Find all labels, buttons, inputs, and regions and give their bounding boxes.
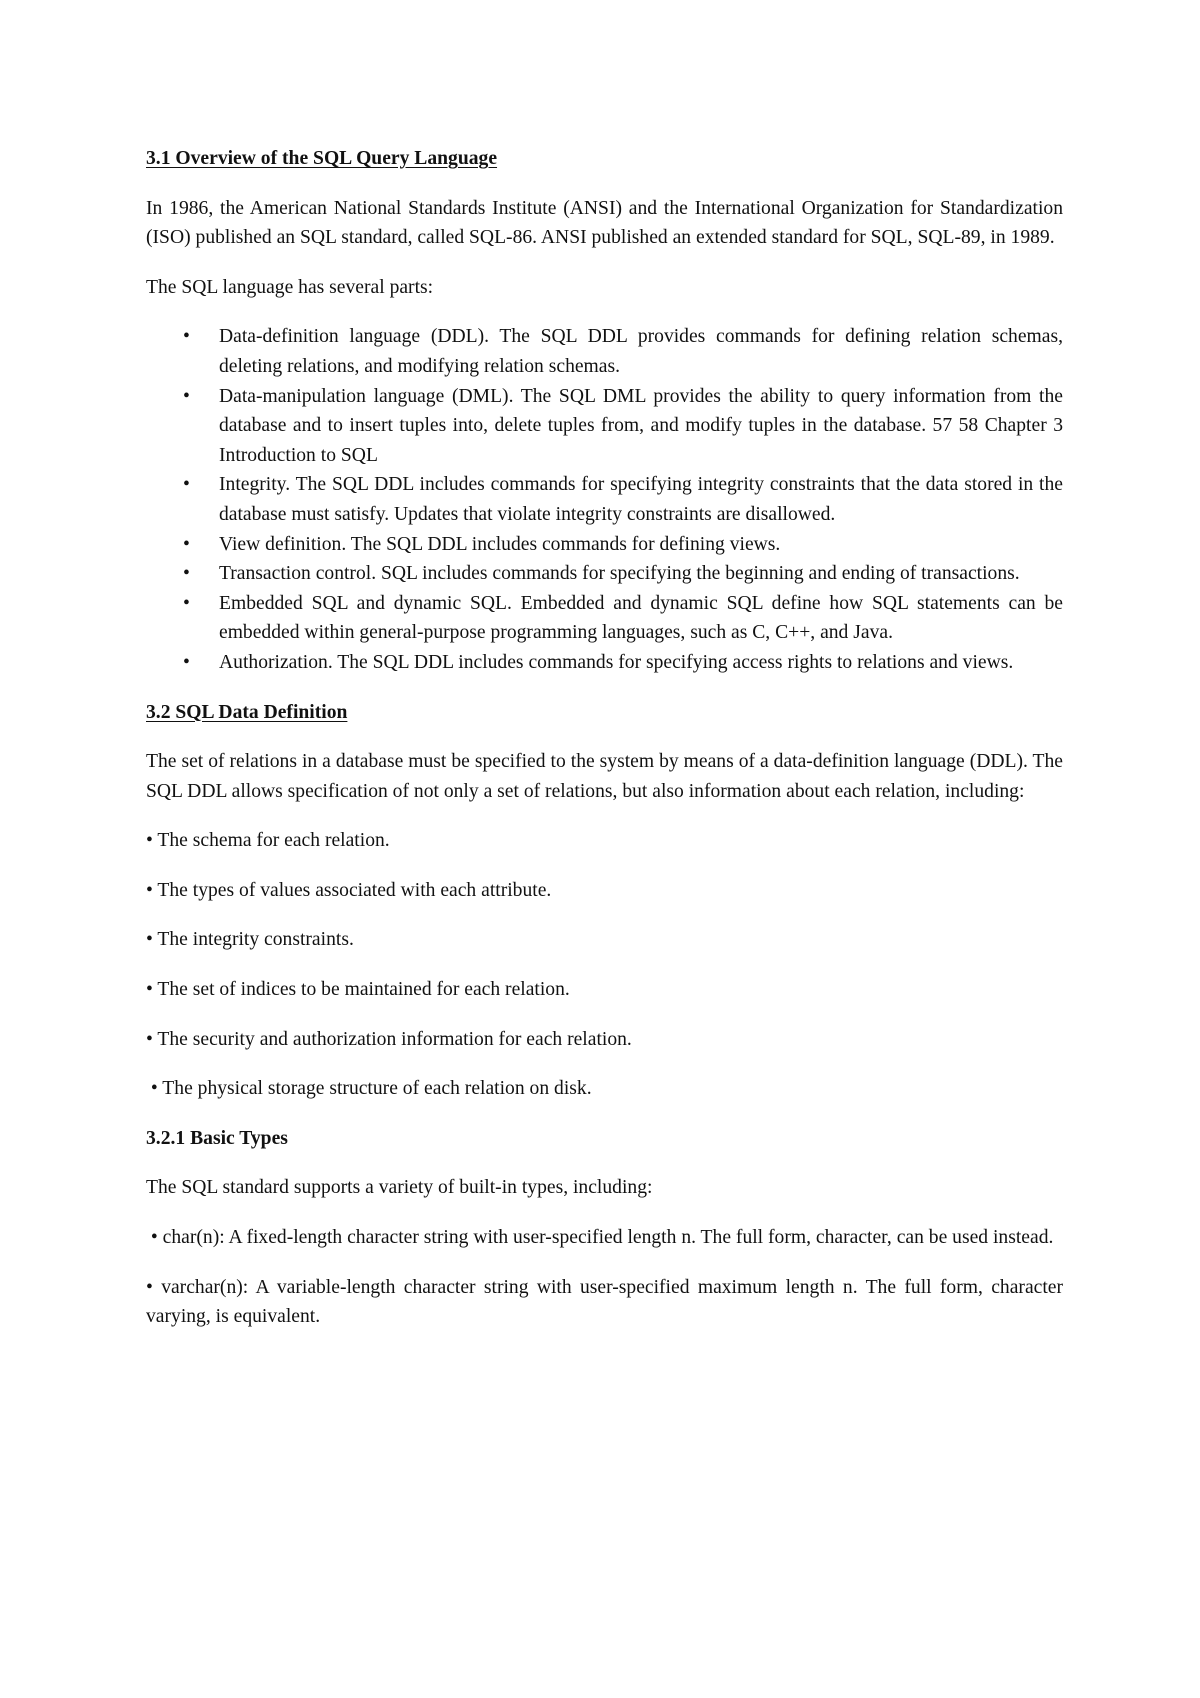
list-item-embedded-sql: • Embedded SQL and dynamic SQL. Embedded and dynamic SQL define how SQL statements can be embedded within general-purpose programming languages, such as C, C++, and Java.	[146, 589, 1063, 648]
section-3-2-1-heading: 3.2.1 Basic Types	[146, 1127, 288, 1149]
list-item-integrity: • Integrity. The SQL DDL includes commands for specifying integrity constraints that the data stored in the database must satisfy. Updates that violate integrity constraints are disallowed.	[146, 470, 1063, 529]
bullet-icon: •	[183, 385, 190, 407]
ddl-info-item: • The set of indices to be maintained for each relation.	[146, 979, 570, 1001]
bullet-icon: •	[183, 563, 190, 585]
section-3-1-intro-paragraph: In 1986, the American National Standards Institute (ANSI) and the International Organization for Standardization (ISO) published an SQL standard, called SQL-86. ANSI published an extended standard for SQL, SQL-89, in 1989.	[146, 197, 1063, 249]
bullet-icon: •	[183, 326, 190, 348]
bullet-icon: •	[183, 651, 190, 673]
ddl-info-item: • The physical storage structure of each relation on disk.	[146, 1078, 592, 1100]
list-item-transaction-control: • Transaction control. SQL includes commands for specifying the beginning and ending of transactions.	[146, 559, 1063, 589]
section-3-1-heading: 3.1 Overview of the SQL Query Language	[146, 148, 498, 169]
sql-parts-lead-in: The SQL language has several parts:	[146, 276, 434, 298]
ddl-info-item: • The integrity constraints.	[146, 929, 354, 951]
document-body	[146, 144, 1063, 1352]
section-3-2-heading: 3.2 SQL Data Definition	[146, 701, 348, 723]
ddl-info-item: • The schema for each relation.	[146, 830, 390, 852]
basic-type-item: • varchar(n): A variable-length character string with user-specified maximum length n. The full form, character varying, is equivalent.	[146, 1276, 1063, 1328]
section-3-2-intro-paragraph: The set of relations in a database must be specified to the system by means of a data-definition language (DDL). The SQL DDL allows specification of not only a set of relations, but also information about each relation, including:	[146, 751, 1063, 802]
list-item-ddl: • Data-definition language (DDL). The SQL DDL provides commands for defining relation schemas, deleting relations, and modifying relation schemas.	[146, 322, 1063, 381]
bullet-icon: •	[183, 592, 190, 614]
ddl-info-item: • The types of values associated with each attribute.	[146, 879, 552, 901]
list-item-view-definition: • View definition. The SQL DDL includes commands for defining views.	[146, 530, 1063, 560]
ddl-info-item: • The security and authorization information for each relation.	[146, 1028, 632, 1050]
list-item-authorization: • Authorization. The SQL DDL includes commands for specifying access rights to relations and views.	[146, 648, 1063, 678]
basic-type-item: • char(n): A fixed-length character string with user-specified length n. The full form, character, can be used instead.	[146, 1227, 1054, 1249]
bullet-icon: •	[183, 533, 190, 555]
sql-parts-list	[146, 322, 1063, 677]
bullet-icon: •	[183, 474, 190, 496]
list-item-dml: • Data-manipulation language (DML). The SQL DML provides the ability to query information from the database and to insert tuples into, delete tuples from, and modify tuples in the database. 57 58 Chapter 3 Introduction to SQL	[146, 382, 1063, 471]
section-3-2-1-intro-paragraph: The SQL standard supports a variety of built-in types, including:	[146, 1177, 653, 1199]
